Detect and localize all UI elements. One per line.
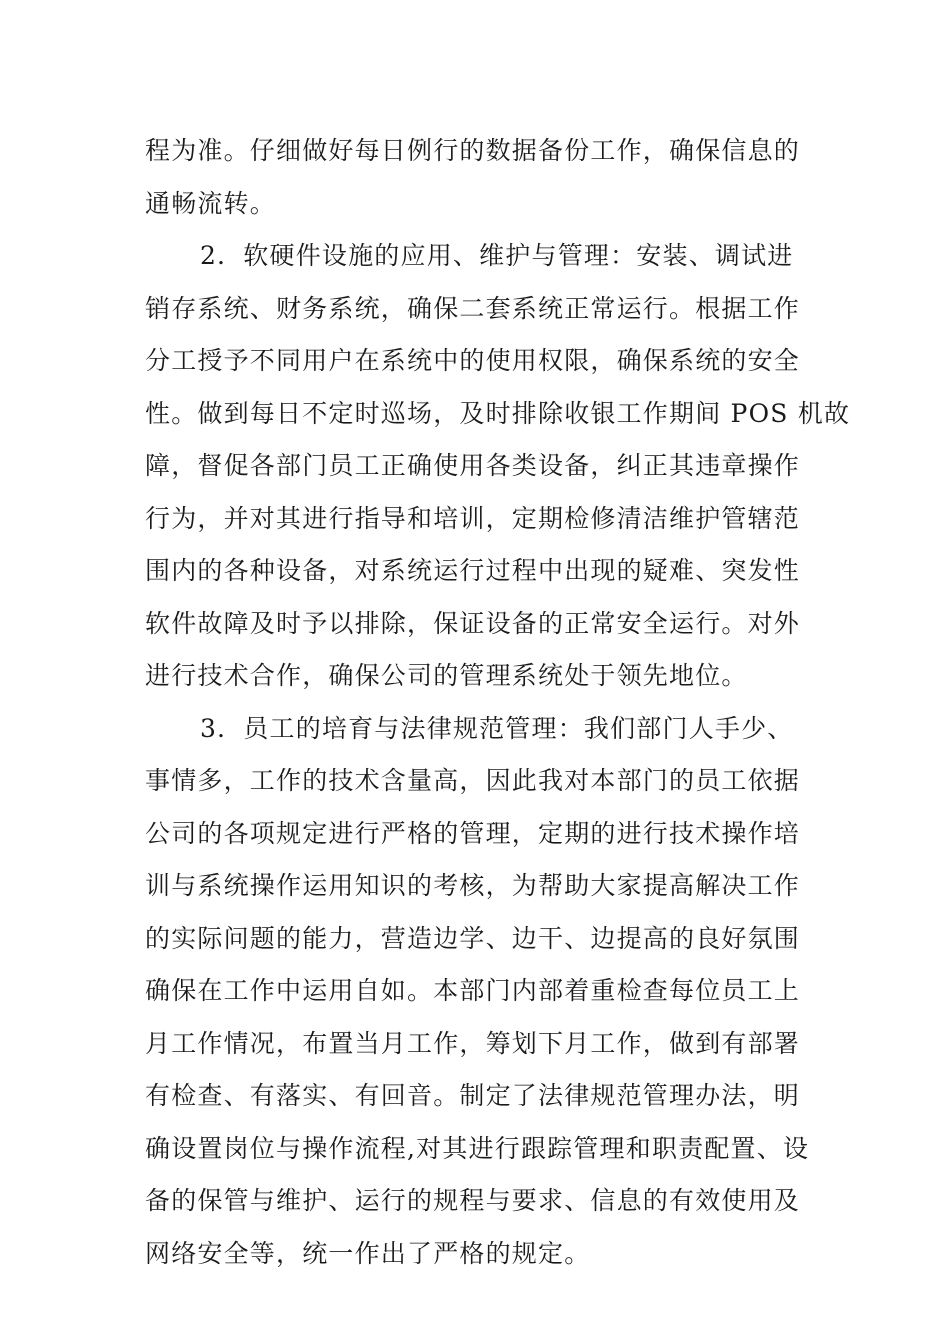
text-line: 行为，并对其进行指导和培训，定期检修清洁维护管辖范 [145,503,801,533]
text-line: 确保在工作中运用自如。本部门内部着重检查每位员工上 [145,976,801,1005]
text-line: 进行技术合作，确保公司的管理系统处于领先地位。 [145,661,748,690]
text-line: 月工作情况，布置当月工作，筹划下月工作，做到有部署 [145,1028,801,1058]
text-line: 的实际问题的能力，营造边学、边干、边提高的良好氛围 [145,923,801,953]
text-line: 软件故障及时予以排除，保证设备的正常安全运行。对外 [145,608,801,638]
text-line: 性。做到每日不定时巡场，及时排除收银工作期间 POS 机故 [145,398,851,428]
text-line: 障，督促各部门员工正确使用各类设备，纠正其违章操作 [145,451,801,480]
section-3-heading-line: 3．员工的培育与法律规范管理：我们部门人手少、 [200,713,794,743]
text-line: 训与系统操作运用知识的考核，为帮助大家提高解决工作 [145,871,801,900]
text-line: 有检查、有落实、有回音。制定了法律规范管理办法，明 [145,1081,801,1110]
text-line: 通畅流转。 [145,188,277,218]
text-line: 程为准。仔细做好每日例行的数据备份工作，确保信息的 [145,136,801,165]
text-line: 围内的各种设备，对系统运行过程中出现的疑难、突发性 [145,556,801,585]
text-line: 确设置岗位与操作流程,对其进行跟踪管理和职责配置、设 [145,1133,810,1163]
text-line: 公司的各项规定进行严格的管理，定期的进行技术操作培 [145,818,801,848]
text-line: 分工授予不同用户在系统中的使用权限，确保系统的安全 [145,346,801,375]
text-line: 备的保管与维护、运行的规程与要求、信息的有效使用及 [145,1186,801,1215]
body-text [145,125,851,1280]
text-line: 销存系统、财务系统，确保二套系统正常运行。根据工作 [145,293,801,323]
text-line: 网络安全等，统一作出了严格的规定。 [145,1238,591,1268]
text-line: 事情多，工作的技术含量高，因此我对本部门的员工依据 [145,766,801,795]
section-2-heading-line: 2．软硬件设施的应用、维护与管理：安装、调试进 [200,241,794,270]
